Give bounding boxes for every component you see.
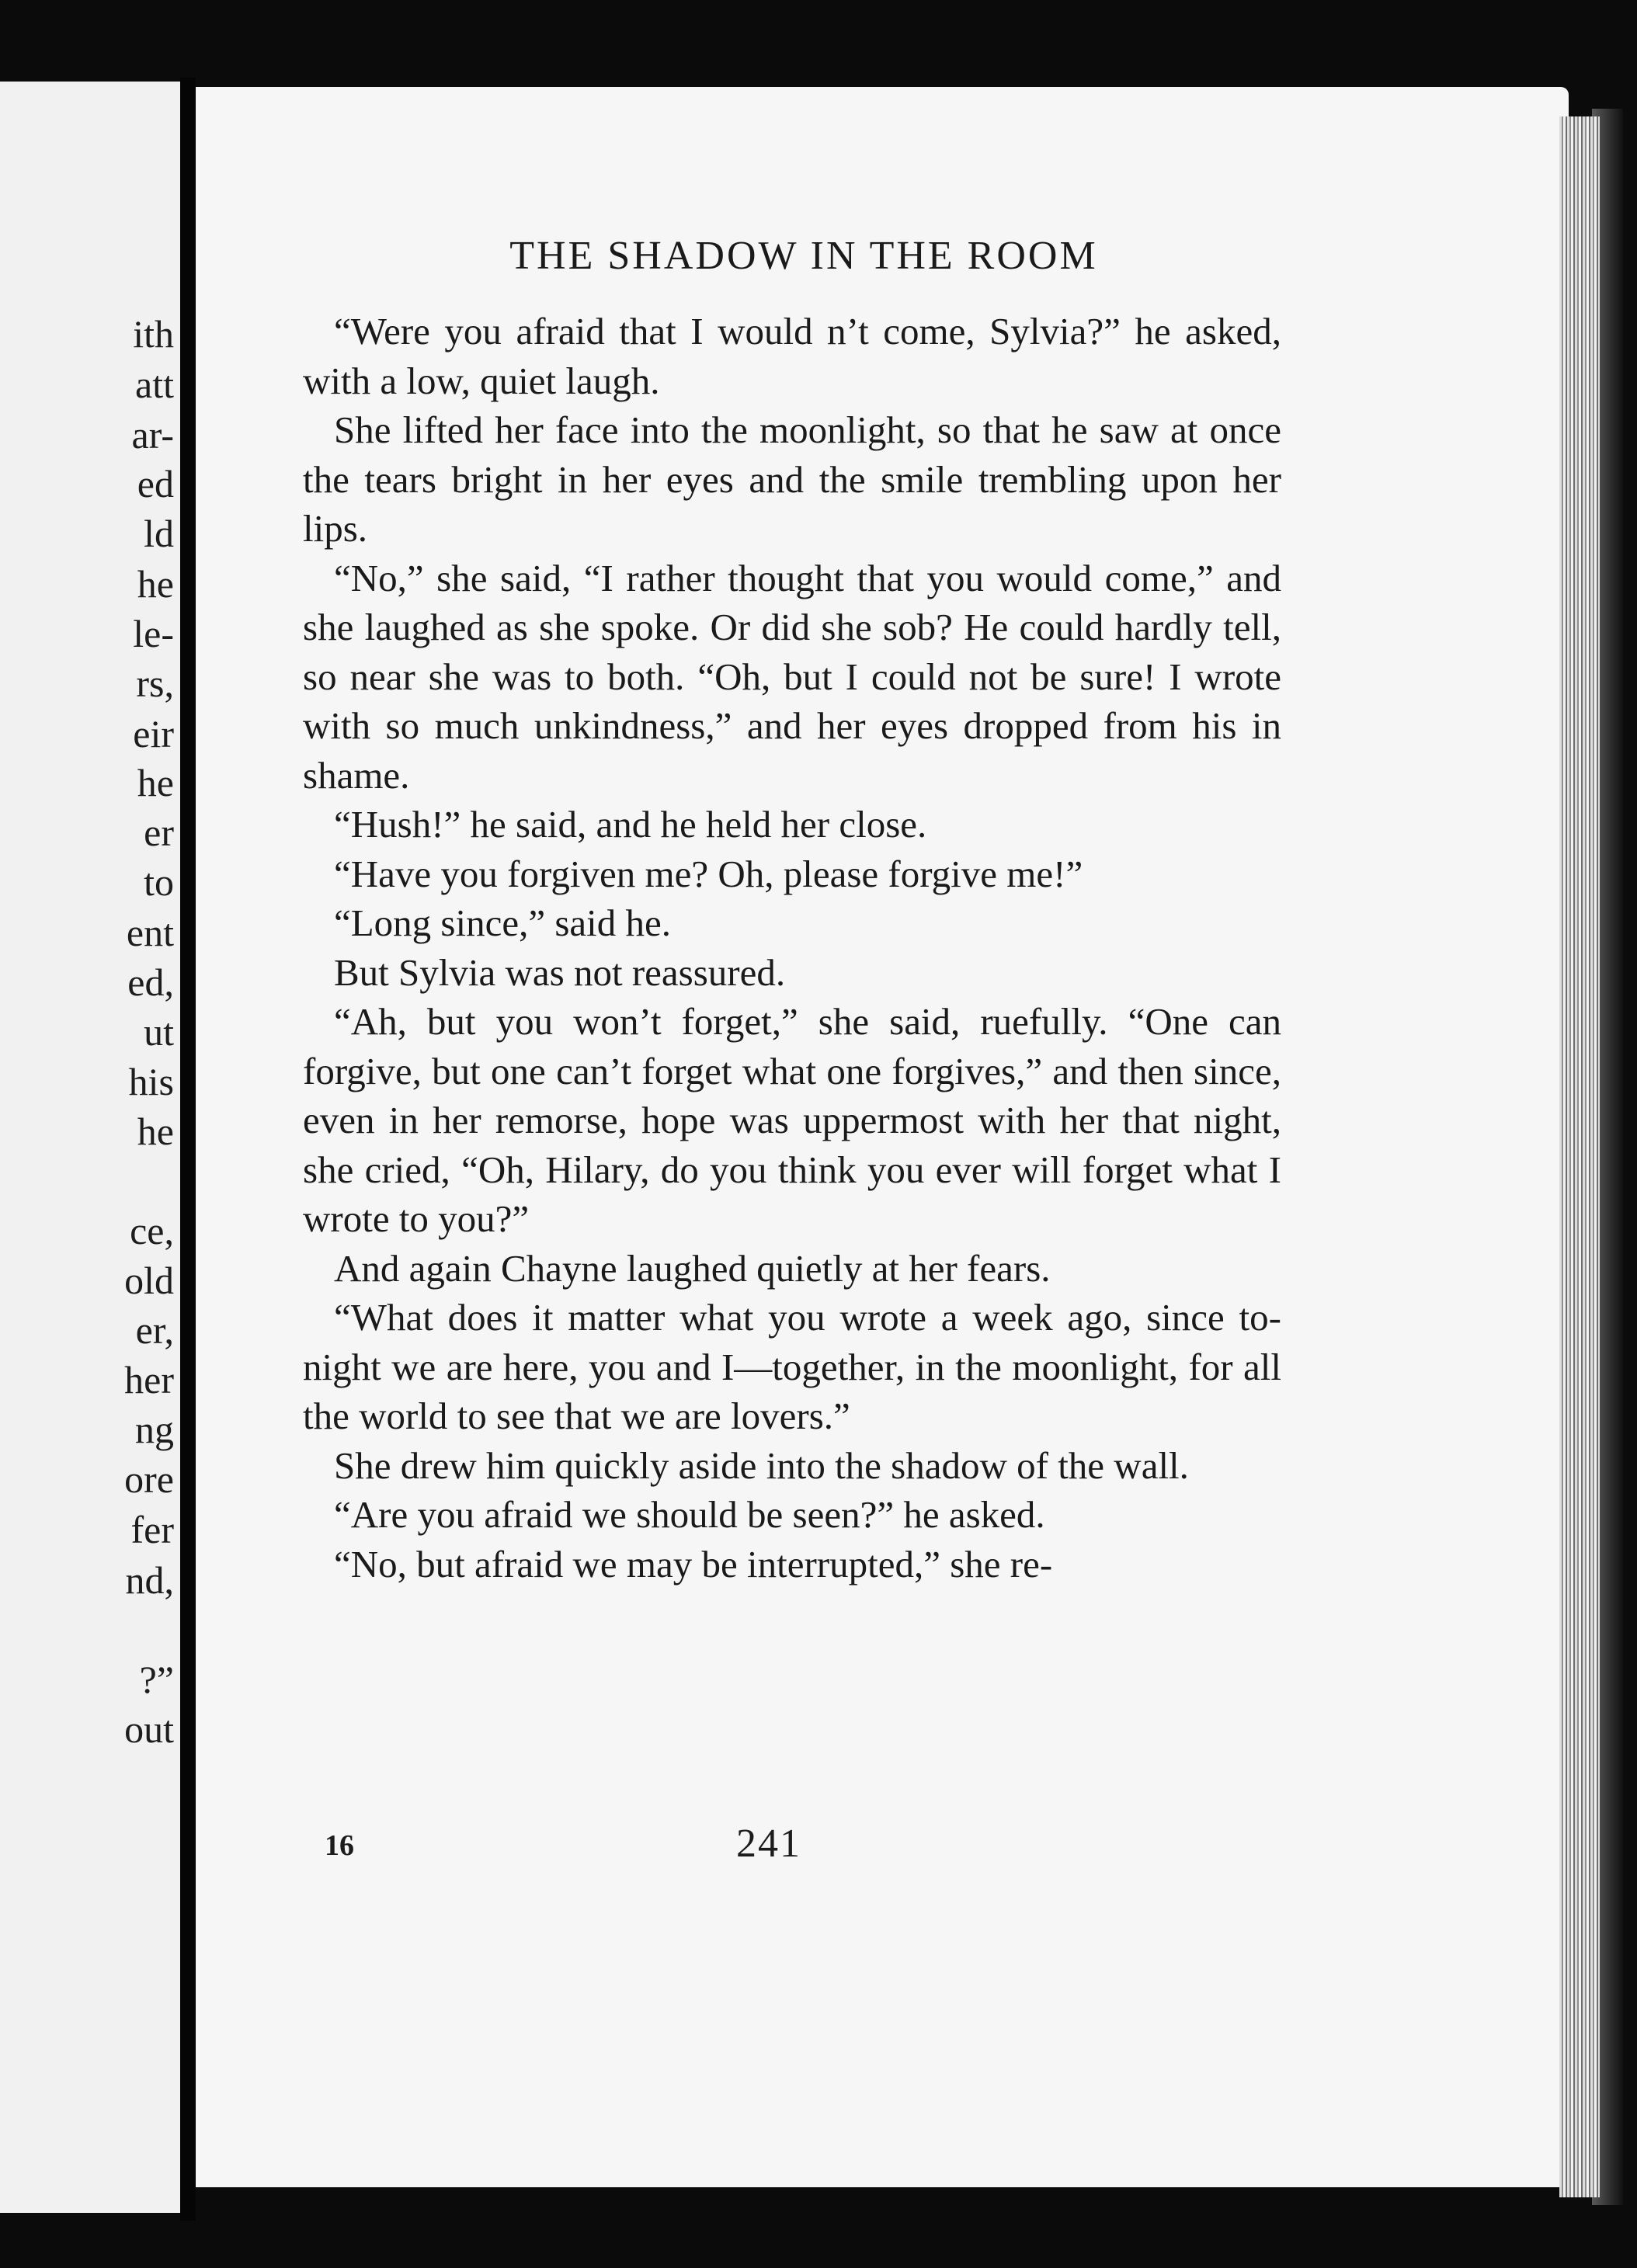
facing-page-text-fragment: ar- [131, 413, 174, 457]
paragraph: And again Chayne laughed quietly at her fears. [334, 1246, 1051, 1290]
facing-page-text-fragment: ed [137, 462, 174, 505]
facing-page-text-fragment: ith [133, 312, 174, 356]
paragraph: “No,” she said, “I rather thought that you would come,” and she laughed as she spoke. Or did she sob? He could hardly tell, so near she was to both. “Oh, but I could not be sure! I wrote with so much unkindness,” and her eyes dropped from his in shame. [303, 556, 1281, 797]
facing-page-text-fragment: eir [133, 712, 174, 755]
paragraph: “Are you afraid we should be seen?” he asked. [334, 1493, 1045, 1536]
running-head: THE SHADOW IN THE ROOM [509, 234, 1098, 278]
paragraph: She lifted her face into the moonlight, so that he saw at once the tears bright in her eyes and the smile trembling upon her lips. [303, 408, 1281, 550]
paragraph: But Sylvia was not reassured. [334, 950, 786, 994]
facing-page-left [0, 82, 180, 2213]
facing-page-text-fragment: ut [144, 1010, 174, 1054]
paragraph: “Ah, but you won’t forget,” she said, ruefully. “One can forgive, but one can’t forget what one forgives,” and then since, even in her remorse, hope was uppermost with her that night, she cried, “Oh, Hilary, do you think you ever will forget what I wrote to you?” [303, 1000, 1281, 1240]
paragraph: “No, but afraid we may be interrupted,” she re- [334, 1542, 1053, 1586]
page-number: 241 [736, 1822, 801, 1866]
facing-page-text-fragment: ed, [127, 960, 174, 1004]
facing-page-text-fragment: his [128, 1060, 174, 1103]
paragraph: “Were you afraid that I would n’t come, Sylvia?” he asked, with a low, quiet laugh. [303, 310, 1281, 402]
facing-page-text-fragment: fer [130, 1508, 174, 1551]
facing-page-text-fragment: he [137, 761, 174, 804]
paragraph: She drew him quickly aside into the shadow of the wall. [334, 1443, 1189, 1487]
paragraph: “Have you forgiven me? Oh, please forgive me!” [334, 852, 1083, 895]
facing-page-text-fragment: er, [135, 1308, 174, 1352]
facing-page-text-fragment: nd, [125, 1558, 174, 1602]
facing-page-text-fragment: att [135, 363, 174, 406]
facing-page-text-fragment: ?” [139, 1658, 174, 1701]
book-gutter [180, 78, 196, 2221]
facing-page-text-fragment: er [144, 811, 174, 854]
facing-page-text-fragment: ent [126, 911, 174, 954]
facing-page-text-fragment: he [137, 1110, 174, 1153]
paragraph: “Hush!” he said, and he held her close. [334, 803, 927, 846]
paragraph: “Long since,” said he. [334, 901, 672, 944]
facing-page-text-fragment: ng [135, 1408, 174, 1451]
facing-page-text-fragment: her [124, 1358, 174, 1401]
facing-page-text-fragment: old [124, 1259, 174, 1302]
facing-page-text-fragment: he [137, 562, 174, 606]
paragraph: “What does it matter what you wrote a week ago, since to-night we are here, you and I—together, in the moonlight, for all the world to see that we are lovers.” [303, 1296, 1281, 1437]
facing-page-text-fragment: out [124, 1707, 174, 1751]
signature-mark: 16 [325, 1829, 354, 1862]
facing-page-text-fragment: to [144, 860, 174, 904]
facing-page-text-fragment: ore [124, 1457, 174, 1501]
facing-page-text-fragment: le- [133, 612, 174, 655]
body-text [303, 307, 1281, 1589]
facing-page-text-fragment: ce, [130, 1209, 174, 1252]
facing-page-text-fragment: rs, [136, 662, 174, 705]
facing-page-text-fragment: ld [144, 512, 174, 555]
page-block-edges [1559, 116, 1600, 2197]
